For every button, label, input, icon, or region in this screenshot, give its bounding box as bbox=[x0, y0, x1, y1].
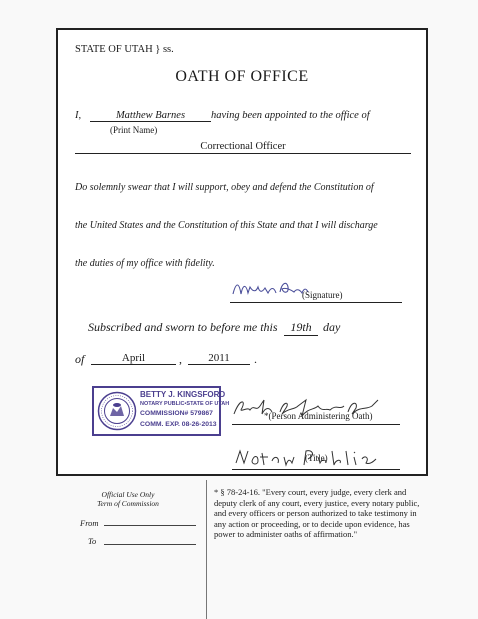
footer-divider bbox=[206, 480, 207, 619]
stamp-name: BETTY J. KINGSFORD bbox=[140, 390, 226, 399]
statute-text: * § 78-24-16. "Every court, every judge, every clerk and deputy clerk of any court, every justice, every notary public, and every officers or person authorized to take testimony in any action or proceeding, or to decide upon evidence, has power to administer oaths of affirmation." bbox=[214, 487, 420, 539]
page-title: OATH OF OFFICE bbox=[175, 68, 309, 85]
print-name-field[interactable]: Matthew Barnes bbox=[90, 110, 211, 122]
from-label: From bbox=[80, 518, 99, 528]
term-of-commission-heading: Term of Commission bbox=[97, 499, 159, 508]
to-label: To bbox=[88, 536, 97, 546]
appointment-prefix: I, bbox=[75, 110, 82, 121]
signature-label: (Signature) bbox=[302, 290, 343, 300]
year-field[interactable]: 2011 bbox=[188, 352, 250, 365]
to-field[interactable] bbox=[104, 533, 196, 545]
day-field[interactable]: 19th bbox=[284, 320, 318, 336]
month-field[interactable]: April bbox=[91, 352, 176, 365]
date-comma: , bbox=[179, 352, 182, 366]
stamp-expiry: COMM. EXP. 08-26-2013 bbox=[140, 421, 217, 428]
stamp-notary-line: NOTARY PUBLIC•STATE OF UTAH bbox=[140, 401, 230, 407]
official-use-heading: Official Use Only bbox=[101, 490, 155, 499]
oath-form bbox=[56, 28, 428, 476]
title-label: (Title) bbox=[305, 453, 328, 463]
from-field[interactable] bbox=[104, 514, 196, 526]
oath-line-3: the duties of my office with fidelity. bbox=[75, 258, 215, 269]
print-name-label: (Print Name) bbox=[110, 125, 158, 135]
oath-line-2: the United States and the Constitution of this State and that I will discharge bbox=[75, 220, 378, 231]
of-word: of bbox=[75, 352, 85, 366]
state-seal-icon bbox=[97, 391, 137, 431]
state-venue: STATE OF UTAH } ss. bbox=[75, 44, 174, 55]
notary-stamp bbox=[92, 386, 230, 436]
subscribed-text: Subscribed and sworn to before me this bbox=[88, 320, 278, 334]
date-period: . bbox=[254, 352, 257, 366]
day-word: day bbox=[323, 320, 341, 334]
signature-scribble bbox=[230, 278, 312, 300]
oath-line-1: Do solemnly swear that I will support, obey and defend the Constitution of bbox=[75, 182, 374, 193]
administrator-label: *(Person Administering Oath) bbox=[264, 411, 373, 421]
appointment-text: having been appointed to the office of bbox=[211, 110, 370, 121]
stamp-commission: COMMISSION# 579867 bbox=[140, 410, 213, 417]
office-field[interactable]: Correctional Officer bbox=[75, 141, 411, 154]
